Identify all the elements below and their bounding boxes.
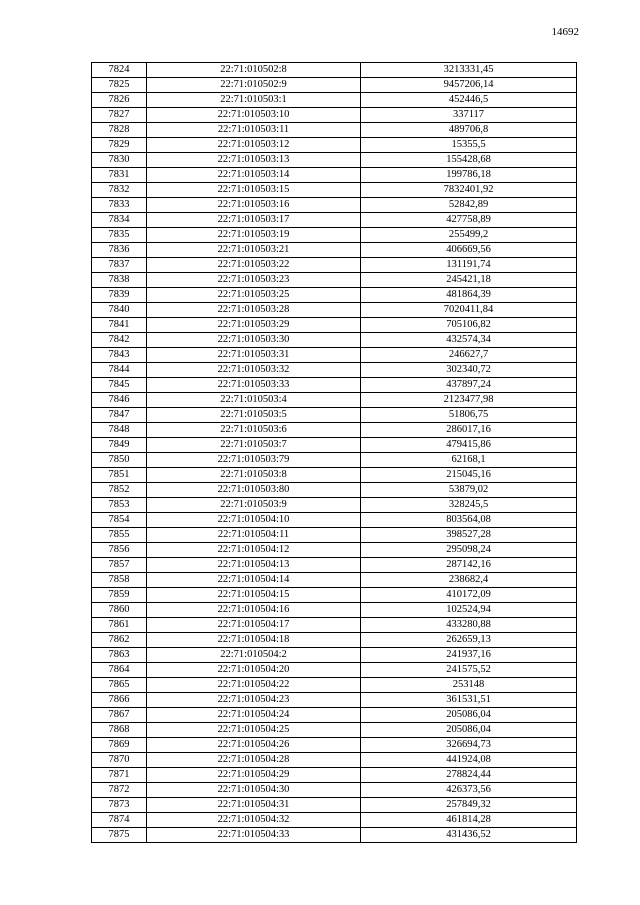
row-number-cell: 7829 bbox=[92, 138, 147, 153]
table-row bbox=[92, 258, 577, 273]
table-row bbox=[92, 153, 577, 168]
cadastral-number-cell: 22:71:010503:13 bbox=[147, 153, 361, 168]
table-row bbox=[92, 558, 577, 573]
table-row bbox=[92, 723, 577, 738]
value-cell: 3213331,45 bbox=[361, 63, 577, 78]
row-number-cell: 7855 bbox=[92, 528, 147, 543]
row-number-cell: 7844 bbox=[92, 363, 147, 378]
row-number-cell: 7868 bbox=[92, 723, 147, 738]
registry-table-body bbox=[92, 63, 577, 843]
table-row bbox=[92, 168, 577, 183]
cadastral-number-cell: 22:71:010504:28 bbox=[147, 753, 361, 768]
table-row bbox=[92, 138, 577, 153]
cadastral-number-cell: 22:71:010504:25 bbox=[147, 723, 361, 738]
table-row bbox=[92, 573, 577, 588]
cadastral-number-cell: 22:71:010503:25 bbox=[147, 288, 361, 303]
value-cell: 302340,72 bbox=[361, 363, 577, 378]
table-row bbox=[92, 663, 577, 678]
value-cell: 803564,08 bbox=[361, 513, 577, 528]
row-number-cell: 7874 bbox=[92, 813, 147, 828]
value-cell: 238682,4 bbox=[361, 573, 577, 588]
cadastral-number-cell: 22:71:010503:22 bbox=[147, 258, 361, 273]
table-row bbox=[92, 708, 577, 723]
value-cell: 278824,44 bbox=[361, 768, 577, 783]
row-number-cell: 7869 bbox=[92, 738, 147, 753]
cadastral-number-cell: 22:71:010504:10 bbox=[147, 513, 361, 528]
table-row bbox=[92, 648, 577, 663]
row-number-cell: 7831 bbox=[92, 168, 147, 183]
table-row bbox=[92, 213, 577, 228]
value-cell: 241937,16 bbox=[361, 648, 577, 663]
cadastral-number-cell: 22:71:010503:19 bbox=[147, 228, 361, 243]
cadastral-number-cell: 22:71:010504:31 bbox=[147, 798, 361, 813]
value-cell: 398527,28 bbox=[361, 528, 577, 543]
row-number-cell: 7859 bbox=[92, 588, 147, 603]
value-cell: 427758,89 bbox=[361, 213, 577, 228]
table-row bbox=[92, 618, 577, 633]
table-row bbox=[92, 273, 577, 288]
cadastral-number-cell: 22:71:010503:15 bbox=[147, 183, 361, 198]
cadastral-number-cell: 22:71:010503:21 bbox=[147, 243, 361, 258]
row-number-cell: 7875 bbox=[92, 828, 147, 843]
value-cell: 102524,94 bbox=[361, 603, 577, 618]
value-cell: 432574,34 bbox=[361, 333, 577, 348]
cadastral-number-cell: 22:71:010503:4 bbox=[147, 393, 361, 408]
value-cell: 410172,09 bbox=[361, 588, 577, 603]
cadastral-number-cell: 22:71:010504:20 bbox=[147, 663, 361, 678]
table-row bbox=[92, 318, 577, 333]
row-number-cell: 7848 bbox=[92, 423, 147, 438]
cadastral-number-cell: 22:71:010503:29 bbox=[147, 318, 361, 333]
table-row bbox=[92, 813, 577, 828]
value-cell: 489706,8 bbox=[361, 123, 577, 138]
row-number-cell: 7833 bbox=[92, 198, 147, 213]
value-cell: 199786,18 bbox=[361, 168, 577, 183]
value-cell: 15355,5 bbox=[361, 138, 577, 153]
row-number-cell: 7866 bbox=[92, 693, 147, 708]
row-number-cell: 7873 bbox=[92, 798, 147, 813]
row-number-cell: 7843 bbox=[92, 348, 147, 363]
cadastral-number-cell: 22:71:010502:9 bbox=[147, 78, 361, 93]
row-number-cell: 7847 bbox=[92, 408, 147, 423]
cadastral-number-cell: 22:71:010504:13 bbox=[147, 558, 361, 573]
value-cell: 245421,18 bbox=[361, 273, 577, 288]
table-row bbox=[92, 453, 577, 468]
value-cell: 479415,86 bbox=[361, 438, 577, 453]
cadastral-number-cell: 22:71:010503:32 bbox=[147, 363, 361, 378]
cadastral-number-cell: 22:71:010504:11 bbox=[147, 528, 361, 543]
value-cell: 361531,51 bbox=[361, 693, 577, 708]
cadastral-number-cell: 22:71:010503:6 bbox=[147, 423, 361, 438]
table-row bbox=[92, 348, 577, 363]
cadastral-number-cell: 22:71:010504:33 bbox=[147, 828, 361, 843]
cadastral-number-cell: 22:71:010504:17 bbox=[147, 618, 361, 633]
table-row bbox=[92, 333, 577, 348]
cadastral-number-cell: 22:71:010504:32 bbox=[147, 813, 361, 828]
value-cell: 257849,32 bbox=[361, 798, 577, 813]
cadastral-number-cell: 22:71:010504:2 bbox=[147, 648, 361, 663]
row-number-cell: 7825 bbox=[92, 78, 147, 93]
table-row bbox=[92, 78, 577, 93]
table-row bbox=[92, 288, 577, 303]
table-row bbox=[92, 243, 577, 258]
row-number-cell: 7864 bbox=[92, 663, 147, 678]
table-row bbox=[92, 693, 577, 708]
value-cell: 255499,2 bbox=[361, 228, 577, 243]
value-cell: 431436,52 bbox=[361, 828, 577, 843]
row-number-cell: 7824 bbox=[92, 63, 147, 78]
row-number-cell: 7850 bbox=[92, 453, 147, 468]
cadastral-number-cell: 22:71:010504:16 bbox=[147, 603, 361, 618]
table-row bbox=[92, 378, 577, 393]
row-number-cell: 7872 bbox=[92, 783, 147, 798]
value-cell: 481864,39 bbox=[361, 288, 577, 303]
row-number-cell: 7839 bbox=[92, 288, 147, 303]
value-cell: 215045,16 bbox=[361, 468, 577, 483]
row-number-cell: 7851 bbox=[92, 468, 147, 483]
row-number-cell: 7870 bbox=[92, 753, 147, 768]
value-cell: 452446,5 bbox=[361, 93, 577, 108]
table-row bbox=[92, 738, 577, 753]
row-number-cell: 7849 bbox=[92, 438, 147, 453]
row-number-cell: 7841 bbox=[92, 318, 147, 333]
value-cell: 7832401,92 bbox=[361, 183, 577, 198]
cadastral-number-cell: 22:71:010504:30 bbox=[147, 783, 361, 798]
cadastral-number-cell: 22:71:010503:9 bbox=[147, 498, 361, 513]
cadastral-number-cell: 22:71:010503:17 bbox=[147, 213, 361, 228]
table-row bbox=[92, 603, 577, 618]
table-row bbox=[92, 543, 577, 558]
value-cell: 328245,5 bbox=[361, 498, 577, 513]
value-cell: 406669,56 bbox=[361, 243, 577, 258]
value-cell: 326694,73 bbox=[361, 738, 577, 753]
table-row bbox=[92, 528, 577, 543]
table-row bbox=[92, 588, 577, 603]
table-row bbox=[92, 93, 577, 108]
table-row bbox=[92, 498, 577, 513]
table-row bbox=[92, 798, 577, 813]
value-cell: 461814,28 bbox=[361, 813, 577, 828]
value-cell: 441924,08 bbox=[361, 753, 577, 768]
row-number-cell: 7867 bbox=[92, 708, 147, 723]
table-row bbox=[92, 783, 577, 798]
cadastral-number-cell: 22:71:010504:14 bbox=[147, 573, 361, 588]
cadastral-number-cell: 22:71:010503:33 bbox=[147, 378, 361, 393]
value-cell: 253148 bbox=[361, 678, 577, 693]
value-cell: 53879,02 bbox=[361, 483, 577, 498]
table-row bbox=[92, 828, 577, 843]
table-row bbox=[92, 303, 577, 318]
table-row bbox=[92, 363, 577, 378]
row-number-cell: 7856 bbox=[92, 543, 147, 558]
row-number-cell: 7860 bbox=[92, 603, 147, 618]
table-row bbox=[92, 483, 577, 498]
table-row bbox=[92, 468, 577, 483]
row-number-cell: 7834 bbox=[92, 213, 147, 228]
row-number-cell: 7853 bbox=[92, 498, 147, 513]
row-number-cell: 7865 bbox=[92, 678, 147, 693]
row-number-cell: 7846 bbox=[92, 393, 147, 408]
value-cell: 241575,52 bbox=[361, 663, 577, 678]
cadastral-number-cell: 22:71:010503:28 bbox=[147, 303, 361, 318]
cadastral-number-cell: 22:71:010503:80 bbox=[147, 483, 361, 498]
row-number-cell: 7828 bbox=[92, 123, 147, 138]
value-cell: 437897,24 bbox=[361, 378, 577, 393]
value-cell: 52842,89 bbox=[361, 198, 577, 213]
table-row bbox=[92, 753, 577, 768]
value-cell: 287142,16 bbox=[361, 558, 577, 573]
value-cell: 9457206,14 bbox=[361, 78, 577, 93]
value-cell: 246627,7 bbox=[361, 348, 577, 363]
value-cell: 131191,74 bbox=[361, 258, 577, 273]
table-row bbox=[92, 183, 577, 198]
value-cell: 62168,1 bbox=[361, 453, 577, 468]
cadastral-number-cell: 22:71:010503:14 bbox=[147, 168, 361, 183]
row-number-cell: 7854 bbox=[92, 513, 147, 528]
row-number-cell: 7830 bbox=[92, 153, 147, 168]
cadastral-number-cell: 22:71:010503:79 bbox=[147, 453, 361, 468]
value-cell: 433280,88 bbox=[361, 618, 577, 633]
value-cell: 262659,13 bbox=[361, 633, 577, 648]
cadastral-number-cell: 22:71:010504:18 bbox=[147, 633, 361, 648]
table-row bbox=[92, 423, 577, 438]
table-row bbox=[92, 108, 577, 123]
row-number-cell: 7835 bbox=[92, 228, 147, 243]
value-cell: 155428,68 bbox=[361, 153, 577, 168]
row-number-cell: 7837 bbox=[92, 258, 147, 273]
row-number-cell: 7832 bbox=[92, 183, 147, 198]
table-row bbox=[92, 438, 577, 453]
cadastral-number-cell: 22:71:010503:11 bbox=[147, 123, 361, 138]
row-number-cell: 7845 bbox=[92, 378, 147, 393]
cadastral-number-cell: 22:71:010504:12 bbox=[147, 543, 361, 558]
cadastral-number-cell: 22:71:010503:12 bbox=[147, 138, 361, 153]
row-number-cell: 7836 bbox=[92, 243, 147, 258]
cadastral-number-cell: 22:71:010503:10 bbox=[147, 108, 361, 123]
row-number-cell: 7838 bbox=[92, 273, 147, 288]
value-cell: 286017,16 bbox=[361, 423, 577, 438]
table-row bbox=[92, 408, 577, 423]
table-row bbox=[92, 678, 577, 693]
cadastral-number-cell: 22:71:010504:24 bbox=[147, 708, 361, 723]
value-cell: 205086,04 bbox=[361, 708, 577, 723]
cadastral-number-cell: 22:71:010504:22 bbox=[147, 678, 361, 693]
row-number-cell: 7852 bbox=[92, 483, 147, 498]
row-number-cell: 7858 bbox=[92, 573, 147, 588]
table-row bbox=[92, 768, 577, 783]
row-number-cell: 7857 bbox=[92, 558, 147, 573]
cadastral-number-cell: 22:71:010503:7 bbox=[147, 438, 361, 453]
table-row bbox=[92, 513, 577, 528]
table-row bbox=[92, 393, 577, 408]
cadastral-number-cell: 22:71:010504:23 bbox=[147, 693, 361, 708]
cadastral-number-cell: 22:71:010504:15 bbox=[147, 588, 361, 603]
value-cell: 337117 bbox=[361, 108, 577, 123]
row-number-cell: 7842 bbox=[92, 333, 147, 348]
row-number-cell: 7861 bbox=[92, 618, 147, 633]
cadastral-number-cell: 22:71:010504:29 bbox=[147, 768, 361, 783]
row-number-cell: 7863 bbox=[92, 648, 147, 663]
cadastral-number-cell: 22:71:010503:1 bbox=[147, 93, 361, 108]
row-number-cell: 7862 bbox=[92, 633, 147, 648]
cadastral-number-cell: 22:71:010503:30 bbox=[147, 333, 361, 348]
cadastral-number-cell: 22:71:010502:8 bbox=[147, 63, 361, 78]
table-row bbox=[92, 198, 577, 213]
cadastral-number-cell: 22:71:010503:23 bbox=[147, 273, 361, 288]
page-number: 14692 bbox=[551, 26, 579, 38]
table-row bbox=[92, 633, 577, 648]
table-row bbox=[92, 123, 577, 138]
value-cell: 705106,82 bbox=[361, 318, 577, 333]
value-cell: 426373,56 bbox=[361, 783, 577, 798]
row-number-cell: 7827 bbox=[92, 108, 147, 123]
table-row bbox=[92, 63, 577, 78]
table-row bbox=[92, 228, 577, 243]
value-cell: 295098,24 bbox=[361, 543, 577, 558]
value-cell: 2123477,98 bbox=[361, 393, 577, 408]
cadastral-number-cell: 22:71:010503:31 bbox=[147, 348, 361, 363]
cadastral-number-cell: 22:71:010504:26 bbox=[147, 738, 361, 753]
cadastral-number-cell: 22:71:010503:5 bbox=[147, 408, 361, 423]
registry-table bbox=[91, 62, 577, 843]
value-cell: 51806,75 bbox=[361, 408, 577, 423]
value-cell: 7020411,84 bbox=[361, 303, 577, 318]
row-number-cell: 7871 bbox=[92, 768, 147, 783]
cadastral-number-cell: 22:71:010503:8 bbox=[147, 468, 361, 483]
value-cell: 205086,04 bbox=[361, 723, 577, 738]
cadastral-number-cell: 22:71:010503:16 bbox=[147, 198, 361, 213]
row-number-cell: 7840 bbox=[92, 303, 147, 318]
row-number-cell: 7826 bbox=[92, 93, 147, 108]
